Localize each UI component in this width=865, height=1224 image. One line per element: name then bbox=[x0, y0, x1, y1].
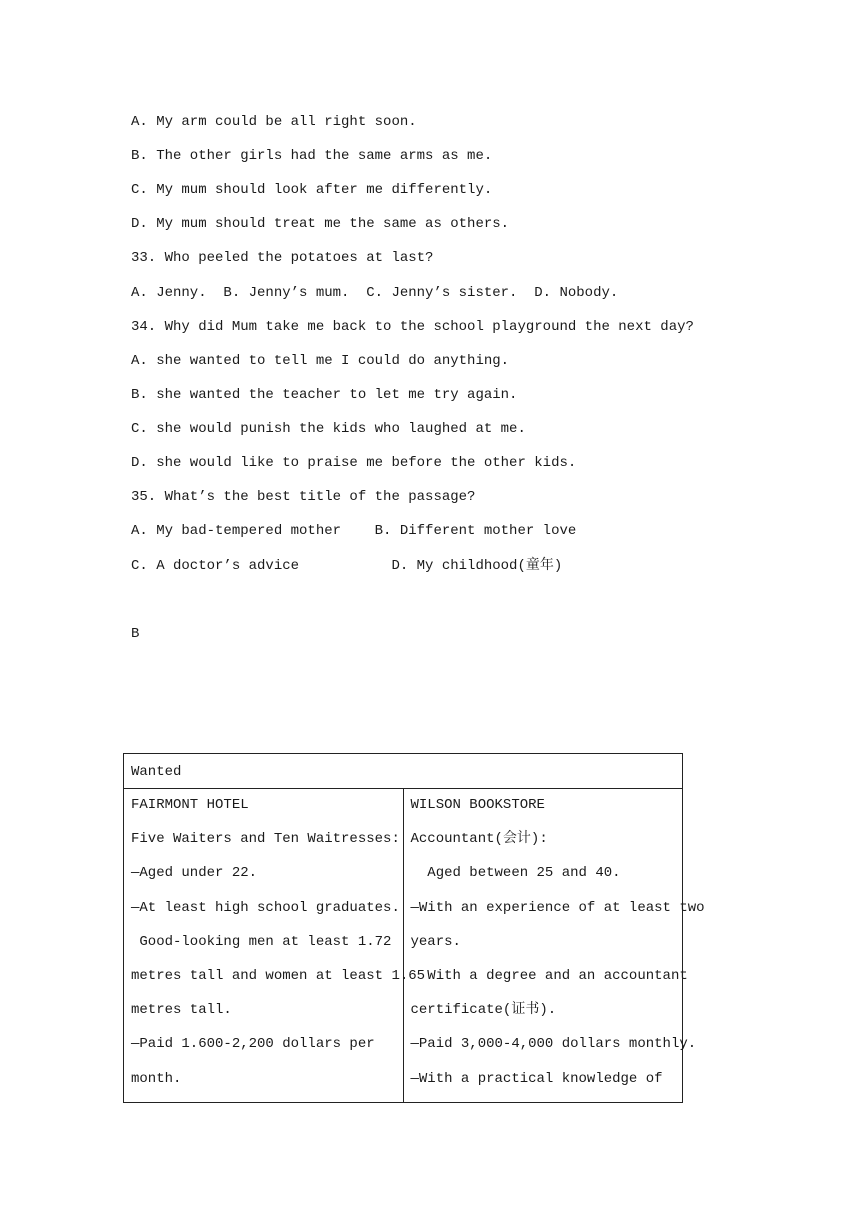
question-line: 35. What’s the best title of the passage? bbox=[131, 489, 476, 505]
question-line: 34. Why did Mum take me back to the school playground the next day? bbox=[131, 319, 694, 335]
bookstore-ad-line: —With an experience of at least two bbox=[410, 899, 705, 916]
hotel-ad-line: —At least high school graduates. bbox=[131, 899, 400, 916]
option-line: A. My arm could be all right soon. bbox=[131, 114, 417, 130]
option-line: C. she would punish the kids who laughed at me. bbox=[131, 421, 526, 437]
hotel-ad-line: Five Waiters and Ten Waitresses: bbox=[131, 831, 400, 848]
hotel-ad-line: metres tall and women at least 1.65 bbox=[131, 967, 426, 984]
table-header-cell bbox=[124, 754, 683, 789]
table-header-text: Wanted bbox=[131, 764, 182, 780]
hotel-ad-line: month. bbox=[131, 1070, 182, 1087]
option-line: D. she would like to praise me before the other kids. bbox=[131, 455, 577, 471]
option-line: B. The other girls had the same arms as me. bbox=[131, 148, 493, 164]
option-line: B. she wanted the teacher to let me try again. bbox=[131, 387, 518, 403]
hotel-ad-cell bbox=[124, 789, 426, 1103]
bookstore-ad-line: Aged between 25 and 40. bbox=[410, 865, 621, 882]
bookstore-ad-line: With a degree and an accountant bbox=[410, 967, 688, 984]
hotel-ad-line: Good-looking men at least 1.72 bbox=[131, 933, 392, 950]
option-line: D. My mum should treat me the same as others. bbox=[131, 216, 510, 232]
section-label: B bbox=[131, 626, 140, 642]
bookstore-ad-line: WILSON BOOKSTORE bbox=[410, 797, 545, 813]
hotel-ad-line: FAIRMONT HOTEL bbox=[131, 797, 249, 813]
bookstore-ad-line: certificate(证书). bbox=[410, 1002, 557, 1019]
wanted-ads-table bbox=[123, 753, 705, 1103]
question-line: 33. Who peeled the potatoes at last? bbox=[131, 250, 434, 266]
bookstore-ad-line: —Paid 3,000-4,000 dollars monthly. bbox=[410, 1036, 697, 1053]
bookstore-ad-cell bbox=[403, 789, 705, 1103]
option-line: C. A doctor’s advice D. My childhood(童年) bbox=[131, 558, 563, 574]
bookstore-ad-line: years. bbox=[410, 933, 461, 950]
option-line: A. she wanted to tell me I could do anything. bbox=[131, 353, 510, 369]
hotel-ad-line: metres tall. bbox=[131, 1002, 232, 1019]
option-line: C. My mum should look after me differently. bbox=[131, 182, 493, 198]
bookstore-ad-line: Accountant(会计): bbox=[410, 831, 548, 848]
hotel-ad-line: —Aged under 22. bbox=[131, 865, 258, 882]
hotel-ad-line: —Paid 1.600-2,200 dollars per bbox=[131, 1036, 375, 1053]
bookstore-ad-line: —With a practical knowledge of bbox=[410, 1070, 663, 1087]
option-line: A. My bad-tempered mother B. Different mother love bbox=[131, 523, 577, 539]
option-line: A. Jenny. B. Jenny’s mum. C. Jenny’s sister. D. Nobody. bbox=[131, 285, 619, 301]
